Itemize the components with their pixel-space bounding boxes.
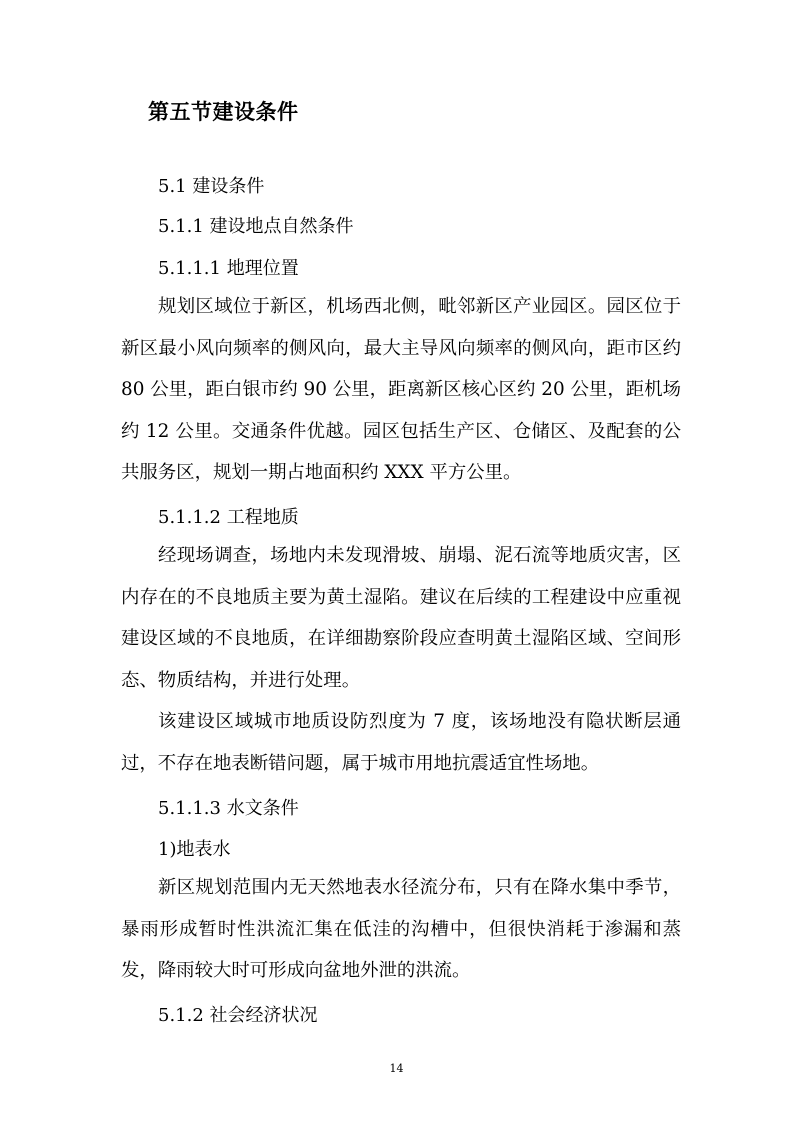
heading-5-1: 5.1 建设条件: [158, 176, 265, 197]
page-number: 14: [389, 1062, 404, 1075]
paragraph-location: 规划区域位于新区，机场西北侧，毗邻新区产业园区。园区位于新区最小风向频率的侧风向，最大主导风向频率的侧风向，距市区约 80 公里，距白银市约 90 公里，距离新区核心区约 20 公里，距机场约 12 公里。交通条件优越。园区包括生产区、仓储区、及配套的公共服务区，规划一期占地面积约 XXX 平方公里。: [121, 296, 681, 483]
heading-5-1-1-2: 5.1.1.2 工程地质: [158, 507, 299, 528]
heading-5-1-1-3: 5.1.1.3 水文条件: [158, 798, 299, 819]
heading-5-1-1: 5.1.1 建设地点自然条件: [158, 216, 354, 237]
section-title: 第五节建设条件: [148, 100, 299, 124]
heading-surface-water: 1)地表水: [158, 839, 231, 860]
paragraph-surface-water: 新区规划范围内无天然地表水径流分布，只有在降水集中季节，暴雨形成暂时性洪流汇集在低洼的沟槽中，但很快消耗于渗漏和蒸发，降雨较大时可形成向盆地外泄的洪流。: [121, 877, 681, 981]
heading-5-1-2: 5.1.2 社会经济状况: [158, 1005, 318, 1026]
paragraph-geology-1: 经现场调查，场地内未发现滑坡、崩塌、泥石流等地质灾害，区内存在的不良地质主要为黄土湿陷。建议在后续的工程建设中应重视建设区域的不良地质，在详细勘察阶段应查明黄土湿陷区域、空间形态、物质结构，并进行处理。: [121, 545, 681, 691]
paragraph-geology-2: 该建设区域城市地质设防烈度为 7 度，该场地没有隐状断层通过，不存在地表断错问题，属于城市用地抗震适宜性场地。: [121, 711, 681, 774]
heading-5-1-1-1: 5.1.1.1 地理位置: [158, 258, 299, 279]
